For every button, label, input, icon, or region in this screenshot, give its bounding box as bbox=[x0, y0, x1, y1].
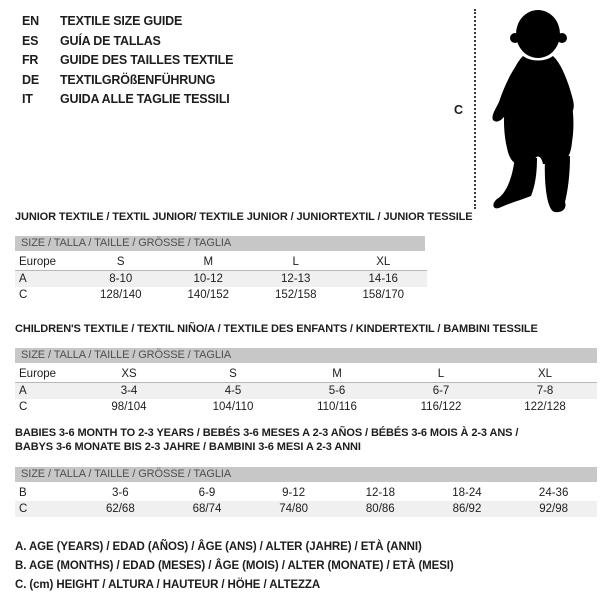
value-cell: 68/74 bbox=[164, 501, 251, 517]
value-cell: 8-10 bbox=[77, 271, 165, 288]
lang-row-de bbox=[22, 71, 233, 91]
babies-textile-section bbox=[15, 426, 597, 517]
height-measure-label: C bbox=[454, 103, 464, 117]
value-cell: 110/116 bbox=[317, 401, 357, 413]
lang-code: FR bbox=[22, 53, 39, 67]
height-measure-dashed-line bbox=[474, 9, 476, 209]
note-age-months: B. AGE (MONTHS) / EDAD (MESES) / ÂGE (MOIS) / ALTER (MONATE) / ETÀ (MESI) bbox=[15, 560, 454, 572]
lang-row-en bbox=[22, 12, 233, 32]
value-cell: 62/68 bbox=[77, 501, 164, 517]
value-cell: 86/92 bbox=[424, 501, 511, 517]
value-cell: 18-24 bbox=[452, 487, 482, 499]
value-cell: 6-7 bbox=[389, 383, 493, 400]
lang-code: ES bbox=[22, 33, 39, 48]
size-header-bar: SIZE / TALLA / TAILLE / GRÖSSE / TAGLIA bbox=[15, 348, 597, 363]
data-row bbox=[15, 501, 597, 517]
value-cell: XS bbox=[77, 366, 181, 383]
value-cell: 116/122 bbox=[420, 401, 462, 413]
data-row bbox=[15, 485, 597, 501]
babies-section-title-line2: BABYS 3-6 MONATE BIS 2-3 JAHRE / BAMBINI 3-6 MESI A 2-3 ANNI bbox=[15, 441, 361, 453]
babies-size-table bbox=[15, 485, 597, 517]
value-cell: L bbox=[389, 366, 493, 383]
value-cell: M bbox=[285, 366, 389, 383]
lang-row-fr bbox=[22, 51, 233, 71]
data-row bbox=[15, 383, 597, 400]
note-age-years: A. AGE (YEARS) / EDAD (AÑOS) / ÂGE (ANS) / ALTER (JAHRE) / ETÀ (ANNI) bbox=[15, 541, 422, 553]
value-cell: 10-12 bbox=[165, 271, 253, 288]
value-cell: S bbox=[77, 254, 165, 271]
value-cell: 9-12 bbox=[282, 487, 306, 499]
data-row bbox=[15, 287, 427, 303]
guide-title-de: TEXTILGRÖßENFÜHRUNG bbox=[60, 72, 216, 87]
children-size-table bbox=[15, 366, 597, 415]
value-cell: XL bbox=[340, 254, 428, 271]
value-cell: 14-16 bbox=[340, 271, 428, 288]
children-section-title: CHILDREN'S TEXTILE / TEXTIL NIÑO/A / TEXTILE DES ENFANTS / KINDERTEXTIL / BAMBINI TESSILE bbox=[15, 323, 538, 335]
guide-title-en: TEXTILE SIZE GUIDE bbox=[60, 14, 183, 28]
value-cell: 158/170 bbox=[362, 289, 405, 301]
value-cell: 4-5 bbox=[181, 383, 285, 400]
lang-code: DE bbox=[22, 72, 39, 87]
data-row bbox=[15, 399, 597, 415]
value-cell: 7-8 bbox=[493, 383, 597, 400]
value-cell: 3-6 bbox=[112, 487, 129, 499]
value-cell: 12-18 bbox=[365, 487, 395, 499]
size-header-row bbox=[15, 254, 427, 271]
value-cell: 128/140 bbox=[99, 289, 142, 301]
row-label: Europe bbox=[15, 254, 77, 271]
row-label: A bbox=[15, 271, 77, 288]
lang-row-es bbox=[22, 32, 233, 52]
value-cell: 104/110 bbox=[212, 401, 254, 413]
value-cell: S bbox=[181, 366, 285, 383]
row-label: Europe bbox=[15, 366, 77, 383]
value-cell: 98/104 bbox=[111, 401, 147, 413]
lang-row-it bbox=[22, 90, 233, 110]
value-cell: 6-9 bbox=[198, 487, 216, 499]
size-header-bar: SIZE / TALLA / TAILLE / GRÖSSE / TAGLIA bbox=[15, 236, 425, 251]
value-cell: XL bbox=[493, 366, 597, 383]
size-header-row bbox=[15, 366, 597, 383]
data-row bbox=[15, 271, 427, 288]
guide-title-es: GUÍA DE TALLAS bbox=[60, 33, 161, 48]
value-cell: 3-4 bbox=[77, 383, 181, 400]
junior-textile-section bbox=[15, 210, 597, 303]
value-cell: L bbox=[252, 254, 340, 271]
value-cell: M bbox=[165, 254, 253, 271]
row-label: C bbox=[15, 501, 77, 517]
lang-code: EN bbox=[22, 14, 39, 28]
value-cell: 24-36 bbox=[538, 487, 569, 499]
row-label: C bbox=[19, 289, 28, 301]
lang-code: IT bbox=[22, 92, 33, 106]
value-cell: 152/158 bbox=[274, 289, 317, 301]
value-cell: 140/152 bbox=[187, 289, 230, 301]
row-label: C bbox=[19, 401, 28, 413]
language-title-list bbox=[22, 12, 233, 110]
baby-silhouette-icon bbox=[483, 6, 583, 216]
value-cell: 92/98 bbox=[510, 501, 597, 517]
legend-notes bbox=[15, 538, 454, 595]
value-cell: 80/86 bbox=[337, 501, 424, 517]
baby-figure-block bbox=[440, 0, 600, 220]
value-cell: 122/128 bbox=[524, 401, 566, 413]
junior-section-title: JUNIOR TEXTILE / TEXTIL JUNIOR/ TEXTILE JUNIOR / JUNIORTEXTIL / JUNIOR TESSILE bbox=[15, 211, 473, 223]
value-cell: 5-6 bbox=[285, 383, 389, 400]
row-label: B bbox=[19, 487, 27, 499]
guide-title-fr: GUIDE DES TAILLES TEXTILE bbox=[60, 53, 234, 67]
babies-section-title-line1: BABIES 3-6 MONTH TO 2-3 YEARS / BEBÉS 3-6 MESES A 2-3 AÑOS / BÉBÉS 3-6 MOIS À 2-3 ANS / bbox=[15, 427, 519, 439]
junior-size-table bbox=[15, 254, 427, 303]
guide-title-it: GUIDA ALLE TAGLIE TESSILI bbox=[60, 92, 230, 106]
children-textile-section bbox=[15, 322, 597, 415]
size-header-bar: SIZE / TALLA / TAILLE / GRÖSSE / TAGLIA bbox=[15, 467, 597, 482]
note-height-cm: C. (cm) HEIGHT / ALTURA / HAUTEUR / HÖHE / ALTEZZA bbox=[15, 579, 321, 591]
value-cell: 74/80 bbox=[250, 501, 337, 517]
value-cell: 12-13 bbox=[252, 271, 340, 288]
row-label: A bbox=[15, 383, 77, 400]
